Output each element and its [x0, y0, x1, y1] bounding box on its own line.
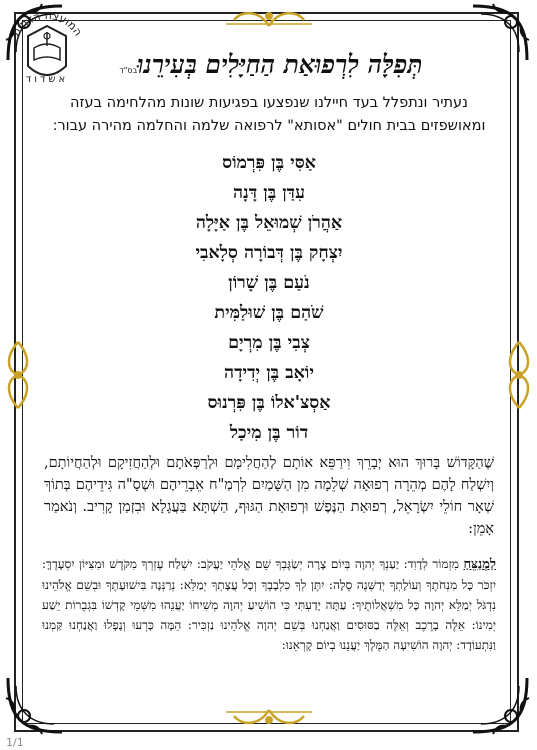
page-indicator: 1/1 — [6, 736, 24, 749]
blessing-paragraph: שֶׁהַקָּדוֹשׁ בָּרוּךְ הוּא יְבָרֵךְ וִירַפֵּא אוֹתָם לְהַחֲלִימָם וּלְרַפְּאֹתָם וּלְהַחֲזִיקָם וּלְהַחֲיוֹתָם, וְיִשְׁלַח לָהֶם מְהֵרָה רְפוּאָה שְׁלֵמָה מִן הַשָּׁמַיִם לִרְמַ"ח אֵבָרֵיהֶם וּשְׁסָ"ה גִּידֵיהֶם בְּתוֹךְ שְׁאָר חוֹלֵי יִשְׂרָאֵל, רְפוּאַת הַנֶּפֶשׁ וּרְפוּאַת הַגּוּף, הַשְׁתָּא בַּעֲגָלָא וּבִזְמַן קָרִיב. וְנֹאמַר אָמֵן: — [44, 455, 494, 537]
list-item: אַסְצ'אלוֹ בֶּן פִּרְנוּס — [207, 393, 331, 413]
psalm-text: מִזְמוֹר לְדָוִד: יַעַנְךָ יְהוָה בְּיוֹם צָרָה יְשַׂגֶּבְךָ שֵׁם אֱלֹהֵי יַעֲקֹב: יִשְׁלַח עֶזְרְךָ מִקֹּדֶשׁ וּמִצִּיּוֹן יִסְעָדֶךָּ: יִזְכֹּר כָּל מִנְחֹתֶךָ וְעוֹלָתְךָ יְדַשְּׁנֶה סֶלָה: יִתֶּן לְךָ כִלְבָבֶךָ וְכָל עֲצָתְךָ יְמַלֵּא: נְרַנְּנָה בִּישׁוּעָתֶךָ וּבְשֵׁם אֱלֹהֵינוּ נִדְגֹּל יְמַלֵּא יְהוָה כָּל מִשְׁאֲלוֹתֶיךָ: עַתָּה יָדַעְתִּי כִּי הוֹשִׁיעַ יְהוָה מְשִׁיחוֹ יַעֲנֵהוּ מִשְּׁמֵי קָדְשׁוֹ בִּגְבֻרוֹת יֵשַׁע יְמִינוֹ: אֵלֶּה בָרֶכֶב וְאֵלֶּה בַסּוּסִים וַאֲנַחְנוּ בְּשֵׁם יְהוָה אֱלֹהֵינוּ נַזְכִּיר: הֵמָּה כָּרְעוּ וְנָפָלוּ וַאֲנַחְנוּ קַּמְנוּ וַנִּתְעוֹדָד: יְהוָה הוֹשִׁיעָה הַמֶּלֶךְ יַעֲנֵנוּ בְיוֹם קָרְאֵנוּ: — [42, 557, 496, 652]
psalm-heading: לַמְנַצֵּחַ — [463, 557, 496, 572]
list-item: צְבִי בֶּן מִרְיָם — [228, 333, 310, 353]
gold-flourish-right — [503, 340, 535, 410]
gold-flourish-bottom — [224, 706, 314, 730]
list-item: עִדַּן בֶּן דָּנָה — [232, 183, 306, 203]
psalm-20-paragraph — [34, 554, 504, 655]
bsd-mark: בס"ד — [119, 66, 138, 75]
names-list — [34, 148, 504, 448]
list-item: נֹעַם בֶּן שָׁרוֹן — [228, 273, 310, 293]
list-item: אַהֲרֹן שְׁמוּאֵל בֶּן אַיָּלָה — [195, 213, 343, 233]
list-item: יִצְחָק בֶּן דְּבוֹרָה סְלָאבִי — [195, 243, 343, 263]
emblem-org-name: המועצה הדתית — [9, 8, 85, 39]
gold-flourish-top — [224, 6, 314, 30]
list-item: יוֹאָב בֶּן יְדִידָה — [224, 363, 314, 383]
intro-paragraph: נעתיר ונתפלל בעד חיילנו שנפצעו בפגיעות שונות מהלחימה בעזה ומאושפזים בבית חולים "אסותא" לרפואה שלמה והחלמה מהירה עבור: — [52, 95, 486, 134]
page-title: תְּפִלָּה לִרְפוּאַת הַחַיָּלִים בְּעִירֵנוּ — [137, 50, 423, 79]
title-row — [34, 50, 504, 80]
list-item: שֹׁהַם בֶּן שׁוּלַמִּית — [214, 303, 324, 323]
prayer-document — [34, 40, 504, 655]
emblem-city-name: אשדוד — [25, 74, 69, 85]
list-item: אַסִּי בֶּן פִּרְמוֹס — [222, 153, 316, 173]
corner-ornament-bottom-left — [2, 668, 72, 738]
corner-ornament-bottom-right — [463, 668, 533, 738]
gold-flourish-left — [2, 340, 34, 410]
list-item: דוֹר בֶּן מִיכַל — [229, 423, 309, 443]
